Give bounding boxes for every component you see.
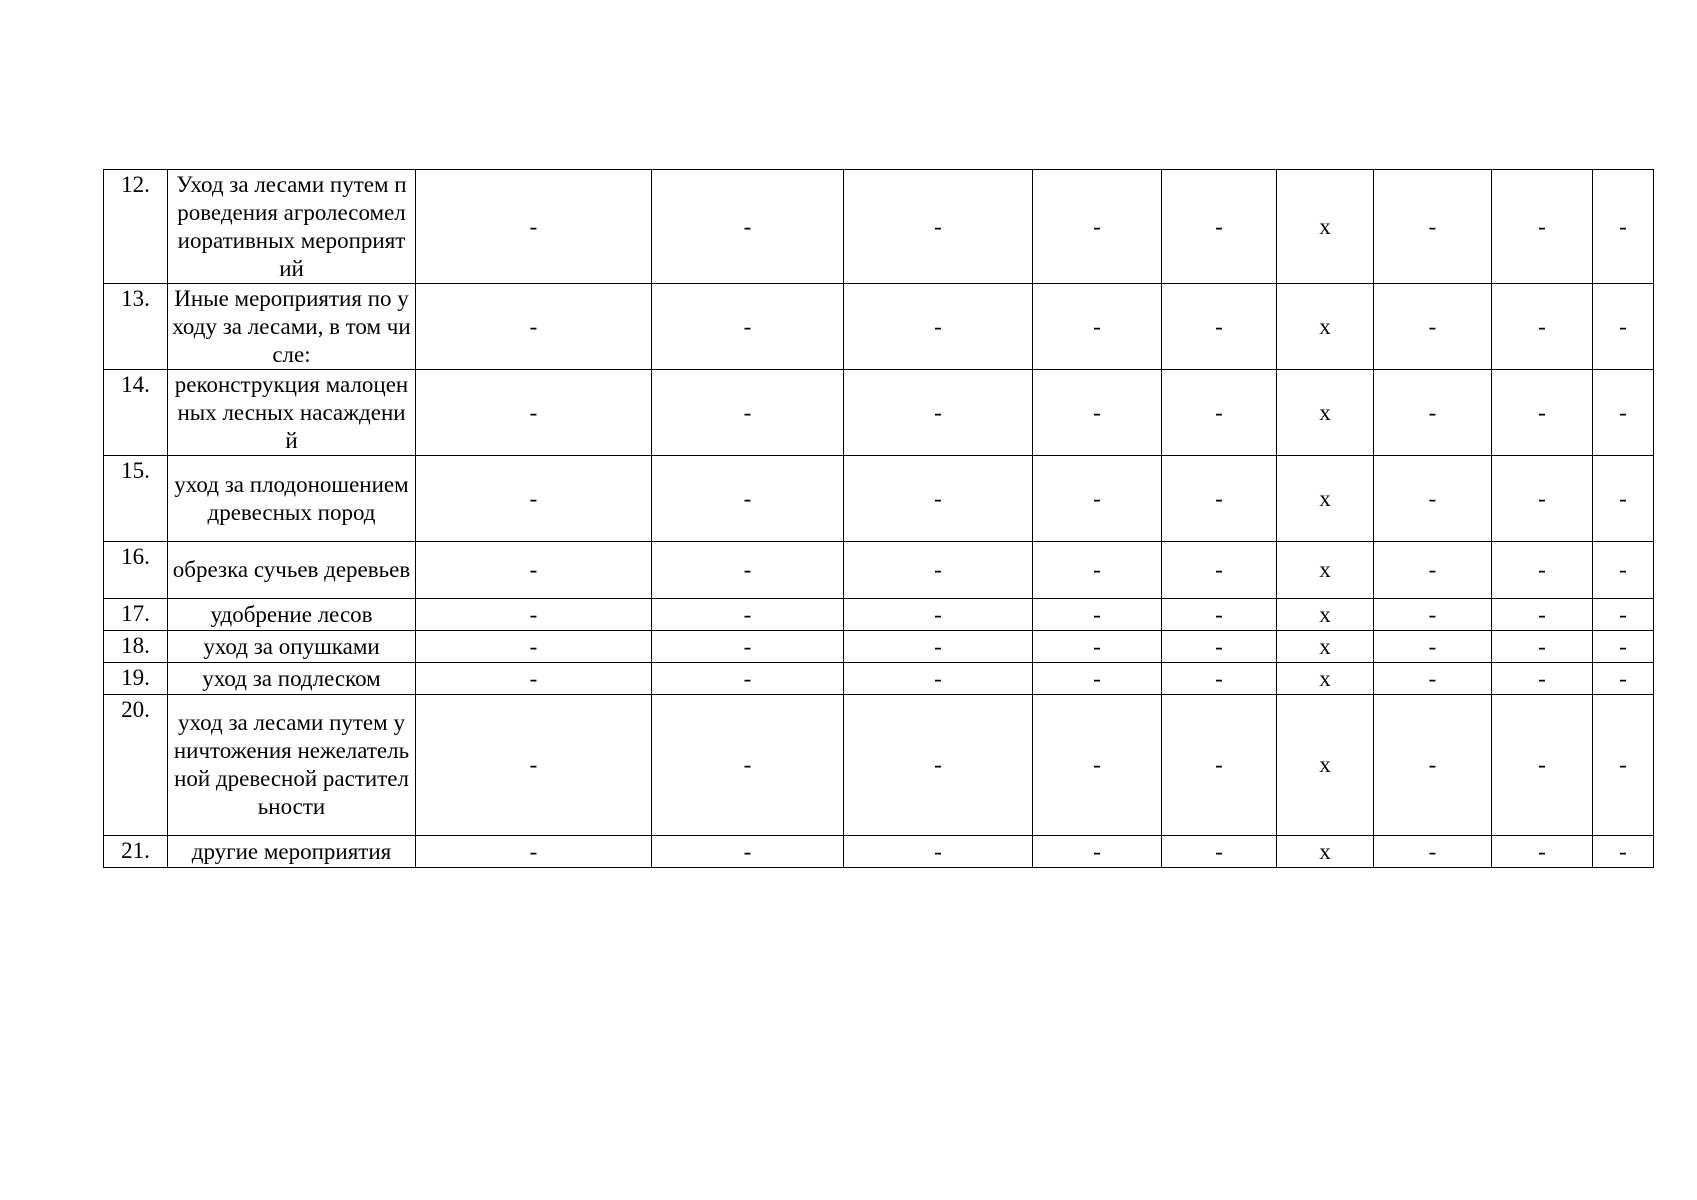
table-cell: - <box>1492 695 1593 836</box>
table-cell: - <box>1033 695 1162 836</box>
activity-name: реконструкция малоценных лесных насаждений <box>168 370 416 456</box>
table-cell: - <box>1593 542 1654 599</box>
table-cell: - <box>1162 599 1277 631</box>
table-cell: x <box>1277 599 1374 631</box>
table-cell: - <box>1492 542 1593 599</box>
table-cell: - <box>1374 170 1492 284</box>
table-cell: - <box>844 663 1033 695</box>
table-cell: - <box>1374 284 1492 370</box>
table-cell: - <box>652 663 844 695</box>
row-number: 18. <box>104 631 168 663</box>
table-row <box>104 542 1654 599</box>
table-cell: - <box>652 284 844 370</box>
table-cell: - <box>1162 370 1277 456</box>
table-cell: x <box>1277 695 1374 836</box>
table-cell: - <box>1033 542 1162 599</box>
table-cell: - <box>1374 663 1492 695</box>
table-cell: - <box>416 370 652 456</box>
activity-name: обрезка сучьев деревьев <box>168 542 416 599</box>
table-cell: - <box>1593 370 1654 456</box>
table-cell: - <box>1162 284 1277 370</box>
table-cell: - <box>1593 663 1654 695</box>
table-cell: - <box>652 456 844 542</box>
table-cell: - <box>1374 456 1492 542</box>
table-row <box>104 599 1654 631</box>
forest-care-table <box>103 169 1654 868</box>
table-cell: - <box>1162 456 1277 542</box>
table-cell: - <box>844 542 1033 599</box>
activity-name: Иные мероприятия по уходу за лесами, в том числе: <box>168 284 416 370</box>
table-cell: - <box>1492 599 1593 631</box>
table-cell: - <box>652 542 844 599</box>
table-cell: - <box>1033 836 1162 868</box>
table-cell: - <box>416 170 652 284</box>
table-cell: - <box>652 370 844 456</box>
table-cell: - <box>844 695 1033 836</box>
table-cell: - <box>1593 284 1654 370</box>
activity-name: уход за лесами путем уничтожения нежелательной древесной растительности <box>168 695 416 836</box>
table-cell: - <box>1374 836 1492 868</box>
table-cell: - <box>844 170 1033 284</box>
table-cell: - <box>1593 599 1654 631</box>
table-cell: - <box>652 836 844 868</box>
table-cell: - <box>652 695 844 836</box>
table-row <box>104 836 1654 868</box>
table-cell: - <box>416 836 652 868</box>
table-cell: - <box>1162 836 1277 868</box>
table-cell: - <box>1492 631 1593 663</box>
activity-name: Уход за лесами путем проведения агролесомелиоративных мероприятий <box>168 170 416 284</box>
table-row <box>104 370 1654 456</box>
row-number: 15. <box>104 456 168 542</box>
table-cell: x <box>1277 170 1374 284</box>
table-cell: - <box>652 631 844 663</box>
table-cell: - <box>844 456 1033 542</box>
table-row <box>104 663 1654 695</box>
table-cell: - <box>1374 370 1492 456</box>
table-cell: - <box>1162 631 1277 663</box>
table-cell: - <box>1492 370 1593 456</box>
activity-name: другие мероприятия <box>168 836 416 868</box>
table-row <box>104 284 1654 370</box>
table-cell: - <box>1033 599 1162 631</box>
row-number: 14. <box>104 370 168 456</box>
table-cell: - <box>1162 695 1277 836</box>
table-cell: - <box>844 284 1033 370</box>
table-cell: - <box>416 695 652 836</box>
table-cell: - <box>1593 631 1654 663</box>
activity-name: удобрение лесов <box>168 599 416 631</box>
table-cell: - <box>1374 631 1492 663</box>
row-number: 21. <box>104 836 168 868</box>
table-cell: - <box>1374 599 1492 631</box>
table-cell: - <box>844 631 1033 663</box>
table-cell: x <box>1277 631 1374 663</box>
table-cell: - <box>416 663 652 695</box>
table-cell: x <box>1277 284 1374 370</box>
table-cell: - <box>1492 663 1593 695</box>
table-cell: - <box>1162 663 1277 695</box>
table-row <box>104 695 1654 836</box>
table-cell: - <box>1593 456 1654 542</box>
table-cell: - <box>416 284 652 370</box>
row-number: 19. <box>104 663 168 695</box>
table-cell: - <box>652 170 844 284</box>
table-cell: - <box>1593 170 1654 284</box>
table-cell: x <box>1277 663 1374 695</box>
table-cell: - <box>1033 631 1162 663</box>
table-cell: - <box>416 456 652 542</box>
table-cell: x <box>1277 836 1374 868</box>
table-cell: - <box>1492 836 1593 868</box>
table-cell: - <box>1492 456 1593 542</box>
table-cell: - <box>1033 456 1162 542</box>
table-cell: - <box>652 599 844 631</box>
activity-name: уход за подлеском <box>168 663 416 695</box>
row-number: 16. <box>104 542 168 599</box>
table-row <box>104 456 1654 542</box>
row-number: 12. <box>104 170 168 284</box>
table-cell: - <box>1492 170 1593 284</box>
row-number: 17. <box>104 599 168 631</box>
table-cell: x <box>1277 542 1374 599</box>
row-number: 13. <box>104 284 168 370</box>
table-cell: - <box>844 836 1033 868</box>
table-cell: - <box>1033 663 1162 695</box>
table-cell: - <box>1593 836 1654 868</box>
table-cell: - <box>1162 170 1277 284</box>
table-cell: x <box>1277 370 1374 456</box>
table-cell: - <box>416 631 652 663</box>
table-cell: - <box>844 599 1033 631</box>
table-cell: - <box>1033 170 1162 284</box>
table-cell: - <box>416 542 652 599</box>
row-number: 20. <box>104 695 168 836</box>
table-row <box>104 631 1654 663</box>
table-cell: - <box>416 599 652 631</box>
table-cell: - <box>1593 695 1654 836</box>
table-cell: - <box>1374 542 1492 599</box>
table-cell: - <box>1162 542 1277 599</box>
table-cell: - <box>1374 695 1492 836</box>
table-cell: - <box>1033 370 1162 456</box>
activity-name: уход за плодоношением древесных пород <box>168 456 416 542</box>
activity-name: уход за опушками <box>168 631 416 663</box>
table-cell: - <box>844 370 1033 456</box>
table-cell: - <box>1492 284 1593 370</box>
table-cell: x <box>1277 456 1374 542</box>
table-row <box>104 170 1654 284</box>
table-cell: - <box>1033 284 1162 370</box>
